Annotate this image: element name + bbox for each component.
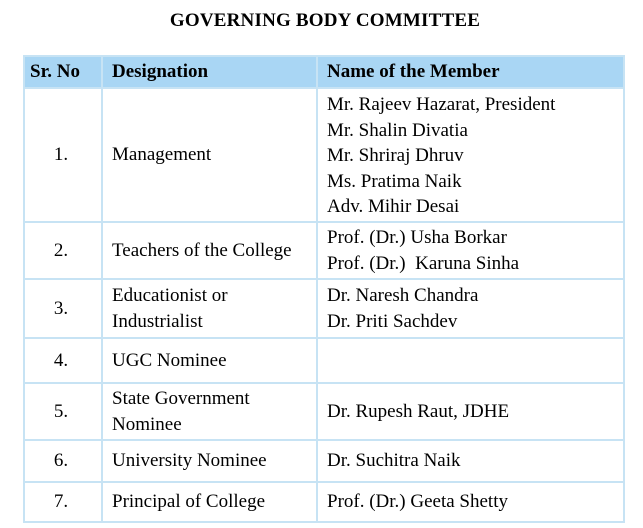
member-name: Dr. Rupesh Raut, JDHE	[327, 400, 510, 422]
member-names-cell	[317, 88, 624, 222]
member-name: Mr. Shalin Divatia	[327, 119, 468, 141]
member-name: Mr. Rajeev Hazarat, President	[327, 94, 556, 116]
member-name: Dr. Priti Sachdev	[327, 310, 458, 332]
sr-number-cell: 5.	[24, 383, 102, 440]
table-row	[24, 338, 624, 383]
member-name: Ms. Pratima Naik	[327, 170, 462, 192]
member-names-cell	[317, 440, 624, 482]
member-name: Prof. (Dr.) Usha Borkar	[327, 227, 507, 248]
member-names-cell	[317, 338, 624, 383]
designation-cell: Principal of College	[102, 482, 317, 522]
sr-number-cell: 2.	[24, 222, 102, 279]
governing-body-table	[23, 55, 625, 523]
document-title: GOVERNING BODY COMMITTEE	[169, 10, 481, 31]
member-name: Prof. (Dr.) Karuna Sinha	[327, 252, 520, 274]
header-sr-no: Sr. No	[24, 56, 102, 88]
sr-number-cell: 6.	[24, 440, 102, 482]
member-name: Dr. Naresh Chandra	[327, 285, 479, 306]
header-member-name: Name of the Member	[317, 56, 624, 88]
designation-cell: Teachers of the College	[102, 222, 317, 279]
table-row	[24, 440, 624, 482]
header-row	[24, 56, 624, 88]
member-names-cell	[317, 222, 624, 279]
designation-cell: Management	[102, 88, 317, 222]
table-row	[24, 279, 624, 338]
designation-cell: Educationist or Industrialist	[102, 279, 317, 338]
member-names-cell	[317, 482, 624, 522]
member-name: Prof. (Dr.) Geeta Shetty	[327, 491, 508, 513]
member-name: Dr. Suchitra Naik	[327, 450, 461, 472]
table-row	[24, 482, 624, 522]
sr-number-cell: 1.	[24, 88, 102, 222]
member-name: Adv. Mihir Desai	[327, 196, 460, 218]
member-names-cell	[317, 383, 624, 440]
sr-number-cell: 7.	[24, 482, 102, 522]
table-row	[24, 222, 624, 279]
designation-cell: University Nominee	[102, 440, 317, 482]
designation-cell: State Government Nominee	[102, 383, 317, 440]
table-row	[24, 383, 624, 440]
table-header	[24, 56, 624, 88]
member-names-cell	[317, 279, 624, 338]
designation-cell: UGC Nominee	[102, 338, 317, 383]
member-name: Mr. Shriraj Dhruv	[327, 145, 464, 167]
header-designation: Designation	[102, 56, 317, 88]
table-body	[24, 88, 624, 522]
sr-number-cell: 3.	[24, 279, 102, 338]
sr-number-cell: 4.	[24, 338, 102, 383]
table-row	[24, 88, 624, 222]
